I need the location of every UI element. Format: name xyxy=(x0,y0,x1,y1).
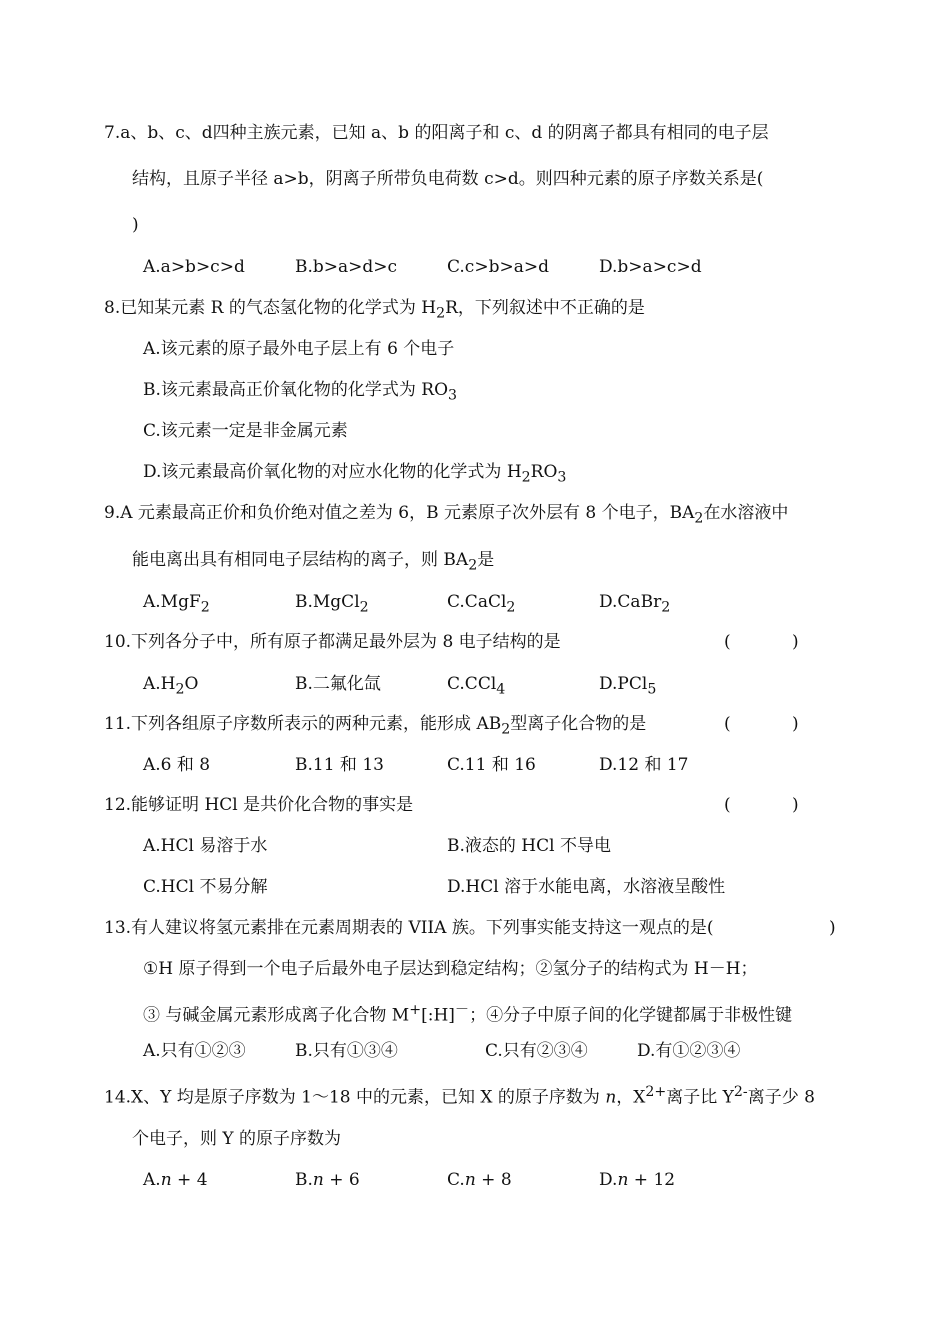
q7-option-c: C.c>b>a>d xyxy=(447,257,549,277)
q12-answer-open: ( xyxy=(724,795,731,815)
q14-option-c: C.n + 8 xyxy=(447,1170,512,1190)
q9-option-d: D.CaBr$_2$ xyxy=(599,592,671,616)
q10-stem: 10.下列各分子中，所有原子都满足最外层为 8 电子结构的是 xyxy=(104,632,561,652)
q8-option-b: B.该元素最高正价氧化物的化学式为 $RO_3$ xyxy=(143,380,458,404)
q8-option-a: A.该元素的原子最外电子层上有 6 个电子 xyxy=(143,339,455,359)
q12-stem: 12.能够证明 HCl 是共价化合物的事实是 xyxy=(104,795,414,815)
q7-option-a: A.a>b>c>d xyxy=(143,257,245,277)
q9-stem-line1: 9.A 元素最高正价和负价绝对值之差为 6，B 元素原子次外层有 8 个电子，$BA_2$在水溶液中 xyxy=(104,503,789,527)
q14-option-a: A.n + 4 xyxy=(143,1170,208,1190)
q9-stem-line2: 能电离出具有相同电子层结构的离子，则 $BA_2$是 xyxy=(132,550,495,574)
q11-stem: 11.下列各组原子序数所表示的两种元素，能形成 $AB_2$型离子化合物的是 xyxy=(104,714,647,738)
q8-option-c: C.该元素一定是非金属元素 xyxy=(143,421,348,441)
q12-answer-close: ) xyxy=(792,795,799,815)
q11-answer-close: ) xyxy=(792,714,799,734)
q10-option-d: D.PCl$_5$ xyxy=(599,674,657,698)
q7-stem-line3: ) xyxy=(132,215,139,235)
q11-option-a: A.6 和 8 xyxy=(143,755,211,775)
q7-stem-line1: 7.a、b、c、d四种主族元素，已知 a、b 的阳离子和 c、d 的阴离子都具有相同的电子层 xyxy=(104,123,769,143)
q10-option-a: $A.H_2O$ xyxy=(143,674,199,698)
q13-option-b: B.只有①③④ xyxy=(295,1041,398,1061)
q13-option-c: C.只有②③④ xyxy=(485,1041,588,1061)
q11-option-c: C.11 和 16 xyxy=(447,755,536,775)
q9-option-c: C.CaCl$_2$ xyxy=(447,592,516,616)
q13-option-d: D.有①②③④ xyxy=(637,1041,741,1061)
q10-answer-close: ) xyxy=(792,632,799,652)
q14-stem-line2: 个电子，则 Y 的原子序数为 xyxy=(132,1129,342,1149)
q8-stem: 8.已知某元素 R 的气态氢化物的化学式为 $H_2R$，下列叙述中不正确的是 xyxy=(104,298,645,322)
q13-stem: 13.有人建议将氢元素排在元素周期表的 VIIA 族。下列事实能支持这一观点的是( xyxy=(104,918,714,938)
q7-option-b: B.b>a>d>c xyxy=(295,257,398,277)
q9-option-b: B.MgCl$_2$ xyxy=(295,592,369,616)
q8-option-d: D.该元素最高价氧化物的对应水化物的化学式为 $H_2RO_3$ xyxy=(143,462,567,486)
q12-option-c: C.HCl 不易分解 xyxy=(143,877,268,897)
q12-option-a: A.HCl 易溶于水 xyxy=(143,836,268,856)
q11-answer-open: ( xyxy=(724,714,731,734)
q13-answer-close: ) xyxy=(829,918,836,938)
q14-option-d: D.n + 12 xyxy=(599,1170,676,1190)
q10-answer-open: ( xyxy=(724,632,731,652)
q7-stem-line2: 结构，且原子半径 a>b，阴离子所带负电荷数 c>d。则四种元素的原子序数关系是( xyxy=(132,169,764,189)
q10-option-b: B.二氟化氙 xyxy=(295,674,381,694)
q7-option-d: D.b>a>c>d xyxy=(599,257,702,277)
q9-option-a: A.MgF$_2$ xyxy=(143,592,210,616)
q10-option-c: C.CCl$_4$ xyxy=(447,674,506,698)
q12-option-b: B.液态的 HCl 不导电 xyxy=(447,836,611,856)
q11-option-b: B.11 和 13 xyxy=(295,755,384,775)
q13-facts-line2: ③ 与碱金属元素形成离子化合物 M+[:H]－；④分子中原子间的化学键都属于非极性键 xyxy=(143,1002,793,1026)
q12-option-d: D.HCl 溶于水能电离，水溶液呈酸性 xyxy=(447,877,726,897)
q14-stem-line1: 14.X、Y 均是原子序数为 1～18 中的元素，已知 X 的原子序数为 n，$X^{2+}$离子比 $Y^{2-}$离子少 8 xyxy=(104,1084,815,1108)
q11-option-d: D.12 和 17 xyxy=(599,755,689,775)
q13-facts-line1: ①H 原子得到一个电子后最外电子层达到稳定结构；②氢分子的结构式为 H－H； xyxy=(143,959,758,979)
q14-option-b: B.n + 6 xyxy=(295,1170,360,1190)
q13-option-a: A.只有①②③ xyxy=(143,1041,246,1061)
